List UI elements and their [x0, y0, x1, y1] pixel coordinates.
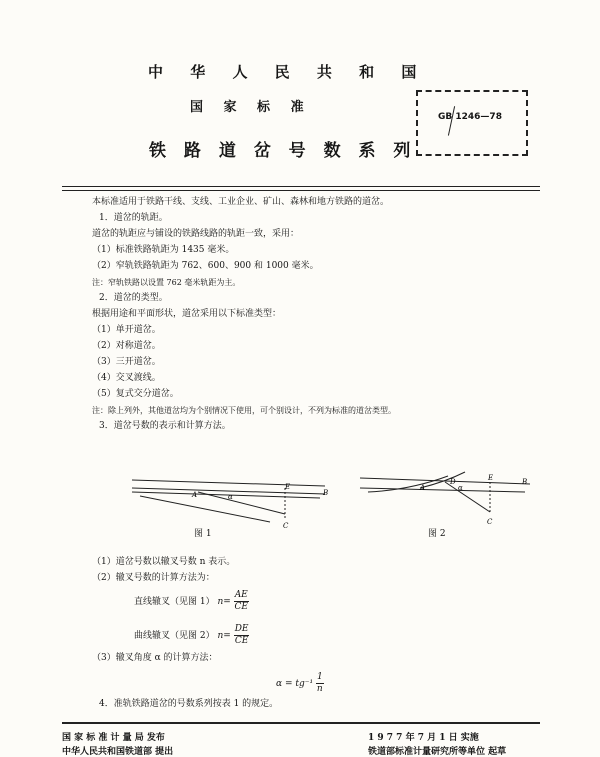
section-2-item-4: （4）交叉渡线。	[92, 373, 161, 383]
fig2-label-a: A	[420, 484, 426, 492]
section-2-note: 注：除上列外，其他道岔均为个别情况下使用，可个别设计，不列为标准的道岔类型。	[92, 406, 396, 415]
fig2-label-alpha: α	[458, 484, 463, 492]
formula-curved-frog	[134, 624, 249, 647]
footer-publisher: 国 家 标 准 计 量 局 发布	[62, 733, 165, 743]
formula-straight-frog-numerator: AE	[234, 590, 248, 600]
fig1-label-c: C	[283, 522, 289, 530]
formula-straight-frog-label: 直线辙叉（见图 1）	[134, 597, 215, 607]
document-title: 铁 路 道 岔 号 数 系 列	[149, 141, 417, 161]
header-country: 中 华 人 民 共 和 国	[148, 63, 428, 81]
footer-drafter: 铁道部标准计量研究所等单位 起草	[368, 747, 507, 757]
formula-angle-numerator: 1	[316, 672, 323, 682]
fig2-crossing-line	[445, 482, 490, 512]
formula-curved-frog-fraction	[234, 624, 250, 647]
figure-1-caption: 图 1	[194, 529, 212, 539]
fig2-label-b: B	[522, 478, 528, 486]
formula-curved-frog-numerator: DE	[234, 624, 249, 634]
formula-curved-frog-denominator: CE	[234, 636, 249, 646]
formula-3-text: （3）辙叉角度 α 的计算方法：	[92, 653, 218, 663]
formula-angle	[276, 672, 324, 695]
formula-angle-fraction	[316, 672, 324, 695]
formula-straight-frog-fraction	[234, 590, 249, 613]
section-2-item-5: （5）复式交分道岔。	[92, 389, 179, 399]
header-standard-type: 国 家 标 准	[190, 100, 312, 115]
formula-2-text: （2）辙叉号数的计算方法为：	[92, 573, 215, 583]
fig1-main-rail-top	[132, 480, 325, 486]
fig1-label-e: E	[285, 483, 291, 491]
fig1-label-alpha: α	[228, 493, 233, 501]
figure-1-diagram	[120, 462, 340, 539]
formula-angle-denominator: n	[316, 684, 323, 694]
fig1-label-b: B	[323, 489, 329, 497]
header-rule-thin	[62, 190, 540, 191]
formula-curved-frog-eq: n=	[217, 631, 231, 641]
section-1-title: 1．道岔的轨距。	[99, 213, 168, 223]
section-2-item-2: （2）对称道岔。	[92, 341, 161, 351]
formula-angle-eq: α = tg⁻¹	[276, 679, 314, 689]
fig2-label-e: E	[488, 474, 494, 482]
section-1-text: 道岔的轨距应与铺设的铁路线路的轨距一致，采用：	[92, 229, 300, 239]
fig1-label-a: A	[192, 491, 198, 499]
footer-proposer: 中华人民共和国铁道部 提出	[62, 747, 174, 757]
section-2-item-1: （1）单开道岔。	[92, 325, 161, 335]
footer-effective-date: 1 9 7 7 年 7 月 1 日 实施	[368, 733, 479, 743]
section-2-text: 根据用途和平面形状，道岔采用以下标准类型：	[92, 309, 282, 319]
figure-2-diagram	[350, 462, 540, 539]
formula-straight-frog-eq: n=	[217, 597, 231, 607]
standard-code: GB 1246—78	[438, 112, 502, 122]
section-2-item-3: （3）三开道岔。	[92, 357, 161, 367]
fig2-label-d: D	[450, 478, 456, 486]
intro-text: 本标准适用于铁路干线、支线、工业企业、矿山、森林和地方铁路的道岔。	[92, 197, 390, 207]
fig1-branch-rail	[140, 496, 270, 522]
standard-code-box	[416, 90, 528, 156]
section-3-title: 3．道岔号数的表示和计算方法。	[99, 421, 231, 431]
section-4-text: 4．准轨铁路道岔的号数系列按表 1 的规定。	[99, 699, 279, 709]
figure-2-caption: 图 2	[428, 529, 446, 539]
fig2-main-rail-bottom	[360, 488, 525, 492]
section-2-title: 2．道岔的类型。	[99, 293, 168, 303]
fig2-label-c: C	[487, 518, 493, 526]
section-1-item-1: （1）标准铁路轨距为 1435 毫米。	[92, 245, 235, 255]
formula-straight-frog	[134, 590, 249, 613]
section-1-item-2: （2）窄轨铁路轨距为 762、600、900 和 1000 毫米。	[92, 261, 319, 271]
header-rule	[62, 186, 540, 187]
section-1-note: 注：窄轨铁路以设置 762 毫米轨距为主。	[92, 278, 241, 287]
formula-curved-frog-label: 曲线辙叉（见图 2）	[134, 631, 215, 641]
footer-rule	[62, 722, 540, 724]
formula-1-text: （1）道岔号数以辙叉号数 n 表示。	[92, 557, 236, 567]
formula-straight-frog-denominator: CE	[234, 602, 248, 612]
